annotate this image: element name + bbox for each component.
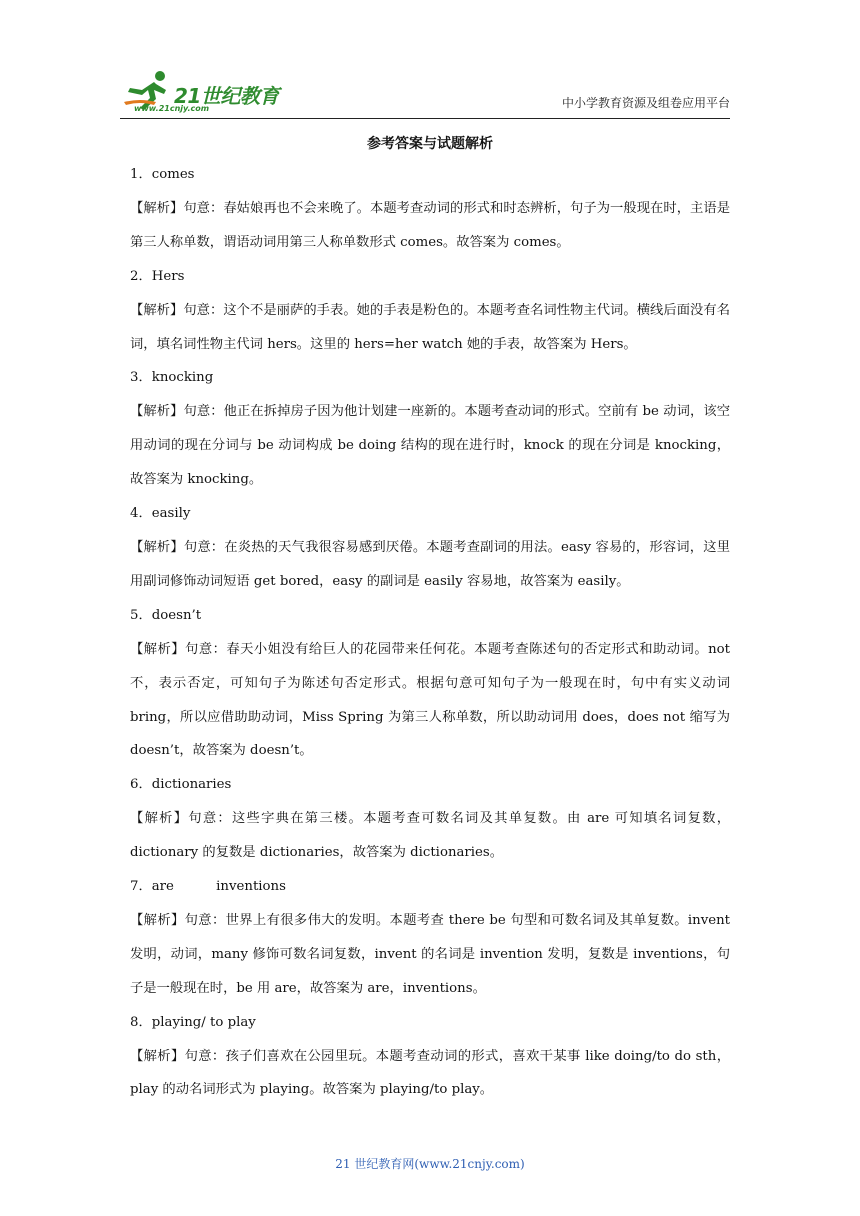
answer-item	[130, 158, 730, 260]
page-footer: 21 世纪教育网(www.21cnjy.com)	[335, 1157, 525, 1171]
explanation-text: 【解析】句意：在炎热的天气我很容易感到厌倦。本题考查副词的用法。easy 容易的，形容词，这里用副词修饰动词短语 get bored，easy 的副词是 easily 容易地，故答案为 easily。	[130, 539, 730, 589]
answer-text: 3．knocking	[130, 370, 214, 386]
answer-text: 5．doesn’t	[130, 607, 202, 623]
answer-item	[130, 1006, 730, 1108]
answer-text: 8．playing/ to play	[130, 1014, 256, 1030]
explanation-text: 【解析】句意：他正在拆掉房子因为他计划建一座新的。本题考查动词的形式。空前有 be 动词，该空用动词的现在分词与 be 动词构成 be doing 结构的现在进行时，knock 的现在分词是 knocking，故答案为 knocking。	[130, 404, 730, 488]
page-header	[120, 66, 730, 119]
answer-text: 7．are inventions	[130, 879, 286, 895]
answer-item	[130, 497, 730, 599]
explanation-text: 【解析】句意：孩子们喜欢在公园里玩。本题考查动词的形式，喜欢干某事 like doing/to do sth，play 的动名词形式为 playing。故答案为 playing/to play。	[130, 1048, 730, 1098]
explanation-text: 【解析】句意：春天小姐没有给巨人的花园带来任何花。本题考查陈述句的否定形式和助动词。not 不，表示否定，可知句子为陈述句否定形式。根据句意可知句子为一般现在时，句中有实义动词 bring，所以应借助助动词，Miss Spring 为第三人称单数，所以助动词用 does，does not 缩写为 doesn’t，故答案为 doesn’t。	[130, 641, 730, 759]
answer-item	[130, 260, 730, 362]
explanation-text: 【解析】句意：世界上有很多伟大的发明。本题考查 there be 句型和可数名词及其单复数。invent 发明，动词，many 修饰可数名词复数，invent 的名词是 invention 发明，复数是 inventions，句子是一般现在时，be 用 are，故答案为 are，inventions。	[130, 912, 730, 996]
page-title: 参考答案与试题解析	[367, 136, 493, 152]
answer-text: 4．easily	[130, 506, 191, 522]
logo-text: 21世纪教育	[174, 84, 279, 108]
platform-name: 中小学教育资源及组卷应用平台	[561, 96, 730, 110]
logo-url: www.21cnjy.com	[134, 104, 210, 113]
answer-item	[130, 599, 730, 769]
answer-item	[130, 768, 730, 870]
explanation-text: 【解析】句意：春姑娘再也不会来晚了。本题考查动词的形式和时态辨析，句子为一般现在时，主语是第三人称单数，谓语动词用第三人称单数形式 comes。故答案为 comes。	[130, 200, 730, 250]
logo	[120, 68, 290, 114]
answer-item	[130, 870, 730, 1006]
answer-text: 2．Hers	[130, 268, 185, 284]
answer-item	[130, 361, 730, 497]
answer-list	[130, 158, 730, 1107]
explanation-text: 【解析】句意：这些字典在第三楼。本题考查可数名词及其单复数。由 are 可知填名词复数，dictionary 的复数是 dictionaries，故答案为 dictionaries。	[130, 811, 730, 861]
answer-text: 6．dictionaries	[130, 777, 232, 793]
explanation-text: 【解析】句意：这个不是丽萨的手表。她的手表是粉色的。本题考查名词性物主代词。横线后面没有名词，填名词性物主代词 hers。这里的 hers=her watch 她的手表，故答案为 Hers。	[130, 302, 730, 352]
answer-text: 1．comes	[130, 167, 195, 182]
